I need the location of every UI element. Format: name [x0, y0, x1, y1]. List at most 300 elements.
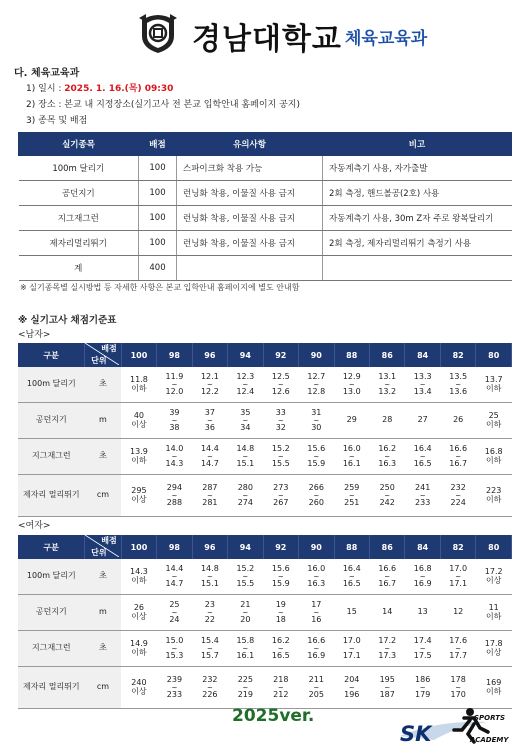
- range-top: 225: [237, 675, 253, 685]
- events-table-cell: 100: [139, 181, 177, 206]
- range-tilde: ~: [348, 644, 355, 653]
- range-tilde: ~: [455, 491, 462, 500]
- column-header: 비고: [323, 133, 512, 156]
- score-cell: [228, 559, 263, 595]
- score-cell: [263, 403, 298, 439]
- criteria-header-score: 92: [263, 535, 298, 559]
- university-emblem-icon: [138, 12, 178, 54]
- events-table-cell: 100m 달리기: [19, 156, 139, 181]
- range-bottom: 이상: [131, 686, 147, 696]
- range-tilde: ~: [171, 452, 178, 461]
- range-tilde: ~: [277, 572, 284, 581]
- score-cell: [157, 475, 192, 517]
- events-table-cell: 100: [139, 156, 177, 181]
- range-top: 13.1: [378, 372, 397, 382]
- range-top: 17.0: [449, 564, 468, 574]
- criteria-header-diagonal: [85, 343, 122, 367]
- range-top: 40: [133, 411, 145, 421]
- range-bottom: 14.7: [200, 458, 219, 468]
- range-tilde: ~: [277, 380, 284, 389]
- criteria-header-score: 88: [334, 535, 369, 559]
- score-cell: [192, 559, 227, 595]
- range-tilde: ~: [206, 683, 213, 692]
- score-cell: [440, 367, 475, 403]
- range-bottom: 16.3: [307, 578, 326, 588]
- score-cell: [405, 559, 440, 595]
- range-top: 16.0: [307, 564, 326, 574]
- department-name: 체육교육과: [345, 29, 428, 49]
- score-cell: [192, 403, 227, 439]
- range-tilde: ~: [171, 644, 178, 653]
- range-top: 12: [453, 607, 464, 617]
- range-bottom: 12.4: [236, 386, 255, 396]
- score-cell: [299, 559, 334, 595]
- range-top: 29: [346, 415, 357, 425]
- range-top: 294: [166, 483, 183, 493]
- range-top: 17.4: [413, 636, 432, 646]
- range-tilde: ~: [242, 416, 249, 425]
- score-cell: [334, 475, 369, 517]
- score-cell: [334, 667, 369, 709]
- event-name: 제자리 멀리뛰기: [18, 475, 85, 517]
- events-table-cell: [323, 256, 512, 281]
- score-cell: [299, 403, 334, 439]
- male-label: <남자>: [18, 330, 51, 340]
- range-tilde: ~: [384, 491, 391, 500]
- range-bottom: 38: [169, 422, 180, 432]
- score-cell: [157, 367, 192, 403]
- range-bottom: 187: [379, 689, 395, 699]
- version-label: 2025ver.: [232, 706, 315, 726]
- range-bottom: 212: [273, 689, 289, 699]
- score-cell: [299, 595, 334, 631]
- score-cell: [334, 631, 369, 667]
- range-bottom: 13.4: [413, 386, 432, 396]
- female-criteria-table: [18, 535, 512, 709]
- range-bottom: 15.7: [200, 650, 219, 660]
- range-top: 16.6: [307, 636, 326, 646]
- range-bottom: 16.7: [449, 458, 468, 468]
- range-tilde: ~: [313, 416, 320, 425]
- logo-sub-text-1: SPORTS: [474, 714, 506, 722]
- range-bottom: 251: [344, 497, 360, 507]
- range-top: 178: [450, 675, 466, 685]
- range-top: 31: [311, 408, 322, 418]
- score-cell: [440, 475, 475, 517]
- range-tilde: ~: [419, 380, 426, 389]
- score-cell: [405, 595, 440, 631]
- range-bottom: 16.3: [378, 458, 397, 468]
- criteria-row: [18, 559, 512, 595]
- score-cell: [263, 367, 298, 403]
- range-tilde: ~: [206, 380, 213, 389]
- range-bottom: 13.6: [449, 386, 468, 396]
- criteria-row: [18, 475, 512, 517]
- score-cell: [405, 631, 440, 667]
- score-cell: [263, 667, 298, 709]
- range-tilde: ~: [384, 380, 391, 389]
- logo-main-text: SK: [400, 722, 432, 746]
- range-top: 17.2: [484, 567, 503, 577]
- range-top: 204: [344, 675, 360, 685]
- range-top: 13.9: [130, 447, 148, 457]
- range-tilde: ~: [419, 452, 426, 461]
- events-table-cell: [177, 256, 323, 281]
- range-top: 169: [486, 678, 502, 688]
- criteria-row: [18, 367, 512, 403]
- range-bottom: 13.0: [342, 386, 361, 396]
- column-header: 유의사항: [177, 133, 323, 156]
- range-top: 218: [273, 675, 289, 685]
- range-tilde: ~: [206, 644, 213, 653]
- criteria-header-diagonal: [85, 535, 122, 559]
- score-cell: [369, 439, 404, 475]
- range-bottom: 14.3: [165, 458, 184, 468]
- range-bottom: 260: [308, 497, 324, 507]
- range-top: 12.1: [200, 372, 219, 382]
- range-top: 211: [308, 675, 324, 685]
- score-cell: [228, 403, 263, 439]
- score-cell: [476, 631, 512, 667]
- range-bottom: 16.1: [342, 458, 361, 468]
- score-cell: [228, 439, 263, 475]
- criteria-header-score: 96: [192, 535, 227, 559]
- score-cell: [405, 367, 440, 403]
- range-bottom: 15.5: [271, 458, 290, 468]
- range-tilde: ~: [313, 452, 320, 461]
- range-top: 12.3: [236, 372, 255, 382]
- criteria-header-score: 80: [476, 535, 512, 559]
- diag-top-label: 배점: [101, 344, 117, 353]
- range-top: 16.8: [413, 564, 432, 574]
- event-unit: 초: [85, 631, 122, 667]
- criteria-header-row: [18, 535, 512, 559]
- range-tilde: ~: [242, 572, 249, 581]
- criteria-header-score: 84: [405, 343, 440, 367]
- info-place: 2) 장소 : 본교 내 지정장소(실기고사 전 본교 입학안내 홈페이지 공지): [26, 100, 300, 110]
- event-unit: 초: [85, 367, 122, 403]
- range-tilde: ~: [455, 683, 462, 692]
- range-bottom: 274: [237, 497, 253, 507]
- range-tilde: ~: [419, 572, 426, 581]
- range-tilde: ~: [171, 683, 178, 692]
- range-tilde: ~: [313, 380, 320, 389]
- event-unit: 초: [85, 559, 122, 595]
- score-cell: [228, 631, 263, 667]
- criteria-header-score: 100: [121, 343, 156, 367]
- score-cell: [157, 403, 192, 439]
- range-tilde: ~: [384, 683, 391, 692]
- range-tilde: ~: [277, 644, 284, 653]
- range-bottom: 32: [275, 422, 286, 432]
- event-name: 공던지기: [18, 595, 85, 631]
- events-table: [18, 132, 512, 281]
- score-cell: [157, 667, 192, 709]
- range-bottom: 이하: [485, 419, 502, 429]
- score-cell: [299, 667, 334, 709]
- range-top: 11.8: [130, 375, 148, 385]
- range-top: 13.5: [449, 372, 468, 382]
- score-cell: [476, 403, 512, 439]
- range-bottom: 179: [415, 689, 431, 699]
- range-top: 25: [169, 600, 180, 610]
- criteria-title: ※ 실기고사 채점기준표: [18, 315, 117, 326]
- events-table-row: [19, 206, 512, 231]
- range-top: 14.9: [130, 639, 148, 649]
- male-criteria-table: [18, 343, 512, 517]
- score-cell: [263, 439, 298, 475]
- range-bottom: 16.5: [271, 650, 290, 660]
- criteria-row: [18, 595, 512, 631]
- range-bottom: 219: [237, 689, 253, 699]
- range-top: 12.9: [342, 372, 361, 382]
- range-bottom: 15.9: [271, 578, 290, 588]
- score-cell: [228, 367, 263, 403]
- range-tilde: ~: [171, 491, 178, 500]
- range-tilde: ~: [384, 572, 391, 581]
- range-top: 15.2: [236, 564, 255, 574]
- events-table-cell: 스파이크화 착용 가능: [177, 156, 323, 181]
- sports-academy-logo: [398, 700, 524, 750]
- score-cell: [476, 475, 512, 517]
- range-top: 13.3: [413, 372, 432, 382]
- range-tilde: ~: [313, 572, 320, 581]
- range-tilde: ~: [171, 608, 178, 617]
- event-name: 지그재그런: [18, 439, 85, 475]
- criteria-header-score: 86: [369, 343, 404, 367]
- range-bottom: 15.3: [165, 650, 184, 660]
- range-tilde: ~: [277, 608, 284, 617]
- score-cell: [476, 595, 512, 631]
- range-top: 186: [415, 675, 431, 685]
- range-tilde: ~: [206, 416, 213, 425]
- diag-bottom-label: 단위: [91, 548, 107, 557]
- range-top: 16.2: [378, 444, 397, 454]
- events-table-cell: 자동계측기 사용, 30m Z자 주로 왕복달리기: [323, 206, 512, 231]
- range-tilde: ~: [313, 644, 320, 653]
- criteria-header-score: 94: [228, 343, 263, 367]
- range-bottom: 34: [240, 422, 251, 432]
- criteria-header-score: 90: [299, 535, 334, 559]
- range-bottom: 17.1: [342, 650, 361, 660]
- range-tilde: ~: [419, 644, 426, 653]
- score-cell: [299, 631, 334, 667]
- range-tilde: ~: [348, 491, 355, 500]
- range-top: 14.8: [200, 564, 219, 574]
- score-cell: [121, 667, 156, 709]
- criteria-header-score: 80: [476, 343, 512, 367]
- range-top: 295: [131, 486, 147, 496]
- range-tilde: ~: [419, 491, 426, 500]
- range-bottom: 이하: [485, 611, 502, 621]
- range-tilde: ~: [419, 683, 426, 692]
- range-bottom: 이상: [131, 419, 147, 429]
- range-tilde: ~: [455, 572, 462, 581]
- range-top: 14.4: [165, 564, 184, 574]
- range-tilde: ~: [384, 452, 391, 461]
- score-cell: [192, 667, 227, 709]
- range-top: 240: [131, 678, 147, 688]
- range-top: 195: [379, 675, 395, 685]
- range-top: 273: [273, 483, 289, 493]
- info-events: 3) 종목 및 배점: [26, 116, 88, 126]
- range-bottom: 17.3: [378, 650, 397, 660]
- range-top: 14: [382, 607, 393, 617]
- score-cell: [440, 403, 475, 439]
- range-tilde: ~: [242, 380, 249, 389]
- event-name: 지그재그런: [18, 631, 85, 667]
- event-unit: m: [85, 595, 122, 631]
- score-cell: [369, 595, 404, 631]
- range-top: 23: [204, 600, 215, 610]
- range-bottom: 이하: [131, 575, 147, 585]
- range-bottom: 288: [166, 497, 183, 507]
- score-cell: [263, 631, 298, 667]
- score-cell: [369, 367, 404, 403]
- score-cell: [440, 595, 475, 631]
- range-bottom: 233: [166, 689, 183, 699]
- score-cell: [157, 439, 192, 475]
- range-top: 35: [240, 408, 251, 418]
- range-tilde: ~: [171, 572, 178, 581]
- range-tilde: ~: [242, 452, 249, 461]
- score-cell: [121, 631, 156, 667]
- range-tilde: ~: [171, 380, 178, 389]
- range-top: 21: [240, 600, 251, 610]
- event-name: 100m 달리기: [18, 559, 85, 595]
- score-cell: [157, 631, 192, 667]
- range-bottom: 196: [344, 689, 360, 699]
- score-cell: [192, 631, 227, 667]
- section-title: 다. 체육교육과: [14, 68, 80, 79]
- score-cell: [334, 559, 369, 595]
- score-cell: [369, 475, 404, 517]
- range-top: 223: [486, 486, 502, 496]
- range-top: 250: [379, 483, 395, 493]
- range-bottom: 16.1: [236, 650, 255, 660]
- score-cell: [157, 559, 192, 595]
- event-name: 100m 달리기: [18, 367, 85, 403]
- events-table-cell: 런닝화 착용, 이물질 사용 금지: [177, 231, 323, 256]
- range-bottom: 267: [273, 497, 289, 507]
- score-cell: [476, 367, 512, 403]
- range-top: 33: [275, 408, 286, 418]
- range-tilde: ~: [384, 644, 391, 653]
- range-tilde: ~: [348, 683, 355, 692]
- range-top: 25: [488, 411, 499, 421]
- score-cell: [334, 439, 369, 475]
- range-tilde: ~: [348, 452, 355, 461]
- range-tilde: ~: [206, 452, 213, 461]
- range-top: 27: [417, 415, 428, 425]
- events-table-cell: 2회 측정, 핸드볼공(2호) 사용: [323, 181, 512, 206]
- range-tilde: ~: [242, 608, 249, 617]
- note-text: ※ 실기종목별 실시방법 등 자세한 사항은 본교 입학안내 홈페이지에 별도 안내함: [20, 283, 300, 292]
- score-cell: [369, 559, 404, 595]
- criteria-header-row: [18, 343, 512, 367]
- events-table-cell: 100: [139, 206, 177, 231]
- events-table-cell: 지그재그런: [19, 206, 139, 231]
- range-bottom: 16.9: [307, 650, 326, 660]
- range-bottom: 이하: [485, 686, 502, 696]
- score-cell: [157, 595, 192, 631]
- range-top: 17.6: [449, 636, 468, 646]
- range-tilde: ~: [277, 416, 284, 425]
- range-tilde: ~: [313, 491, 320, 500]
- range-bottom: 이하: [485, 455, 502, 465]
- university-name: 경남대학교: [192, 22, 342, 57]
- events-table-row: [19, 181, 512, 206]
- range-bottom: 24: [169, 614, 180, 624]
- range-bottom: 205: [308, 689, 324, 699]
- score-cell: [405, 475, 440, 517]
- range-bottom: 이상: [485, 575, 502, 585]
- range-tilde: ~: [242, 683, 249, 692]
- score-cell: [299, 439, 334, 475]
- event-name: 제자리 멀리뛰기: [18, 667, 85, 709]
- score-cell: [192, 475, 227, 517]
- range-bottom: 16.5: [413, 458, 432, 468]
- range-top: 14.4: [200, 444, 219, 454]
- column-header: 배점: [139, 133, 177, 156]
- range-top: 259: [344, 483, 360, 493]
- range-top: 16.0: [342, 444, 361, 454]
- event-name: 공던지기: [18, 403, 85, 439]
- events-table-cell: 2회 측정, 제자리멀리뛰기 측정기 사용: [323, 231, 512, 256]
- range-bottom: 이하: [131, 647, 147, 657]
- range-bottom: 17.7: [449, 650, 468, 660]
- range-bottom: 14.7: [165, 578, 184, 588]
- range-top: 17: [311, 600, 322, 610]
- criteria-header-score: 86: [369, 535, 404, 559]
- range-tilde: ~: [313, 608, 320, 617]
- range-top: 26: [133, 603, 145, 613]
- criteria-row: [18, 439, 512, 475]
- criteria-header-score: 96: [192, 343, 227, 367]
- range-tilde: ~: [313, 683, 320, 692]
- criteria-header-score: 82: [440, 535, 475, 559]
- range-top: 16.2: [271, 636, 290, 646]
- criteria-header-score: 82: [440, 343, 475, 367]
- range-bottom: 이하: [485, 383, 502, 393]
- range-top: 239: [166, 675, 183, 685]
- range-bottom: 이상: [131, 611, 147, 621]
- criteria-header-score: 94: [228, 535, 263, 559]
- range-top: 12.5: [271, 372, 290, 382]
- score-cell: [192, 595, 227, 631]
- events-table-row: [19, 256, 512, 281]
- range-top: 15.6: [271, 564, 290, 574]
- score-cell: [440, 439, 475, 475]
- range-bottom: 20: [240, 614, 251, 624]
- range-top: 15.6: [307, 444, 326, 454]
- score-cell: [369, 403, 404, 439]
- range-top: 15.4: [200, 636, 219, 646]
- range-top: 16.6: [378, 564, 397, 574]
- range-bottom: 16.7: [378, 578, 397, 588]
- score-cell: [121, 439, 156, 475]
- range-top: 19: [275, 600, 286, 610]
- range-top: 241: [415, 483, 431, 493]
- range-tilde: ~: [277, 491, 284, 500]
- criteria-header-score: 98: [157, 343, 192, 367]
- range-top: 11: [488, 603, 499, 613]
- score-cell: [192, 439, 227, 475]
- range-bottom: 12.6: [271, 386, 290, 396]
- score-cell: [192, 367, 227, 403]
- range-top: 28: [382, 415, 393, 425]
- score-cell: [121, 475, 156, 517]
